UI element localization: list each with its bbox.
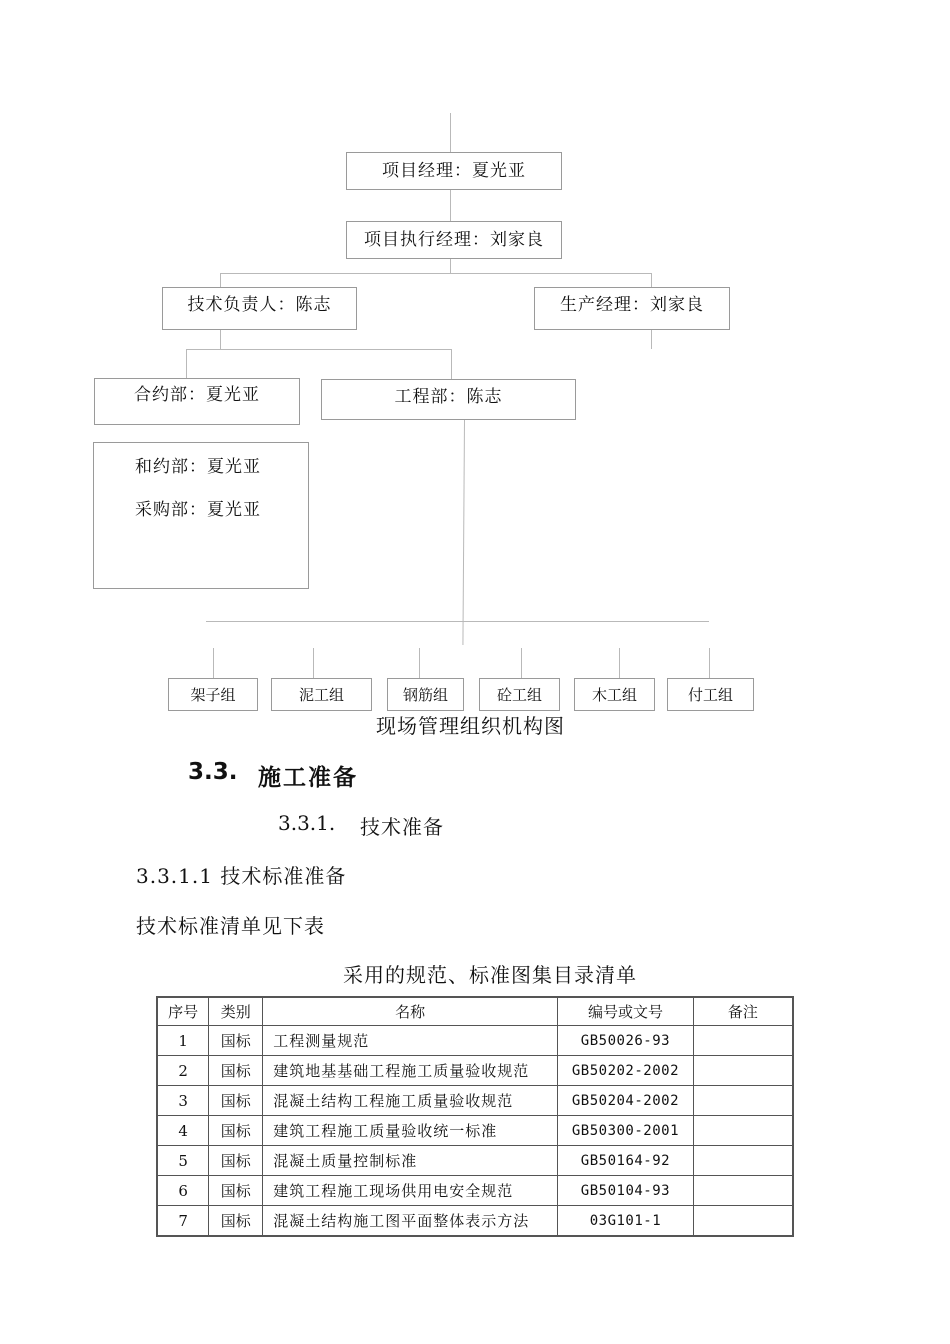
production-manager-label: 生产经理：刘家良	[560, 295, 704, 315]
connector-prod-below	[651, 329, 652, 349]
connector-team-6	[709, 648, 710, 678]
sub-dept-2-label: 采购部：夏光亚	[135, 500, 261, 520]
connector-top	[450, 113, 451, 153]
contract-dept-box	[94, 378, 300, 425]
project-manager-label: 项目经理：夏光亚	[382, 161, 526, 181]
production-manager-box	[534, 287, 730, 330]
cell-index: 4	[157, 1116, 209, 1146]
engineering-dept-label: 工程部：陈志	[394, 387, 503, 407]
cell-remark	[693, 1146, 793, 1176]
team-label: 付工组	[687, 686, 733, 704]
tech-lead-label: 技术负责人：陈志	[187, 295, 332, 315]
table-row	[157, 1116, 793, 1146]
subsubsection-heading: 3.3.1.1 技术标准准备	[136, 864, 347, 888]
cell-name: 建筑地基基础工程施工质量验收规范	[263, 1056, 558, 1086]
table-row	[157, 1056, 793, 1086]
cell-code: GB50300-2001	[558, 1116, 694, 1146]
sub-dept-1-label: 和约部：夏光亚	[135, 457, 261, 477]
team-box-3	[387, 678, 464, 711]
table-title: 采用的规范、标准图集目录清单	[343, 963, 637, 987]
connector-eng-drop	[451, 349, 452, 379]
cell-category: 国标	[209, 1026, 263, 1056]
tech-lead-box	[162, 287, 357, 330]
team-label: 钢筋组	[402, 686, 448, 704]
cell-code: GB50026-93	[558, 1026, 694, 1056]
cell-remark	[693, 1116, 793, 1146]
team-box-5	[574, 678, 655, 711]
table-row	[157, 1146, 793, 1176]
section-number: 3.3.	[188, 759, 238, 785]
cell-name: 混凝土结构工程施工质量验收规范	[263, 1086, 558, 1116]
header-name: 名称	[263, 997, 558, 1026]
table-row	[157, 1176, 793, 1206]
cell-category: 国标	[209, 1176, 263, 1206]
cell-index: 3	[157, 1086, 209, 1116]
cell-category: 国标	[209, 1206, 263, 1237]
executive-manager-box	[346, 221, 562, 259]
header-code: 编号或文号	[558, 997, 694, 1026]
standards-table	[156, 996, 794, 1237]
cell-remark	[693, 1026, 793, 1056]
cell-name: 建筑工程施工质量验收统一标准	[263, 1116, 558, 1146]
cell-remark	[693, 1176, 793, 1206]
subsection-title: 技术准备	[360, 815, 444, 839]
connector-level2-h	[220, 273, 652, 274]
cell-code: GB50164-92	[558, 1146, 694, 1176]
engineering-dept-box	[321, 379, 576, 420]
cell-category: 国标	[209, 1056, 263, 1086]
paragraph-text: 技术标准清单见下表	[136, 914, 325, 938]
cell-name: 建筑工程施工现场供用电安全规范	[263, 1176, 558, 1206]
section-title: 施工准备	[258, 765, 358, 791]
cell-name: 混凝土结构施工图平面整体表示方法	[263, 1206, 558, 1237]
team-box-1	[168, 678, 258, 711]
cell-index: 7	[157, 1206, 209, 1237]
connector-tech-down	[220, 329, 221, 349]
header-remark: 备注	[693, 997, 793, 1026]
connector-level3-h	[186, 349, 452, 350]
cell-name: 工程测量规范	[263, 1026, 558, 1056]
cell-code: GB50104-93	[558, 1176, 694, 1206]
project-manager-box	[346, 152, 562, 190]
team-label: 木工组	[591, 686, 637, 704]
cell-remark	[693, 1206, 793, 1237]
table-row	[157, 1206, 793, 1237]
cell-index: 5	[157, 1146, 209, 1176]
connector-team-2	[313, 648, 314, 678]
connector-team-5	[619, 648, 620, 678]
team-label: 砼工组	[496, 686, 542, 704]
team-label: 泥工组	[298, 686, 344, 704]
cell-remark	[693, 1086, 793, 1116]
cell-code: 03G101-1	[558, 1206, 694, 1237]
cell-code: GB50204-2002	[558, 1086, 694, 1116]
subsection-number: 3.3.1.	[278, 811, 336, 835]
connector-exec-down	[450, 259, 451, 273]
team-box-2	[271, 678, 372, 711]
connector-teams-h	[206, 621, 709, 622]
connector-tech-drop	[220, 273, 221, 287]
cell-category: 国标	[209, 1116, 263, 1146]
header-index: 序号	[157, 997, 209, 1026]
cell-index: 1	[157, 1026, 209, 1056]
sub-depts-box	[93, 442, 309, 589]
contract-dept-label: 合约部：夏光亚	[134, 385, 260, 405]
cell-category: 国标	[209, 1086, 263, 1116]
team-box-4	[479, 678, 560, 711]
table-row	[157, 1026, 793, 1056]
header-category: 类别	[209, 997, 263, 1026]
team-box-6	[667, 678, 754, 711]
cell-remark	[693, 1056, 793, 1086]
connector-prod-drop	[651, 273, 652, 287]
cell-name: 混凝土质量控制标准	[263, 1146, 558, 1176]
table-header-row	[157, 997, 793, 1026]
table-row	[157, 1086, 793, 1116]
connector-team-3	[419, 648, 420, 678]
connector-contract-drop	[186, 349, 187, 378]
cell-code: GB50202-2002	[558, 1056, 694, 1086]
connector-team-4	[521, 648, 522, 678]
cell-index: 2	[157, 1056, 209, 1086]
connector-team-1	[213, 648, 214, 678]
connector-eng-down	[462, 420, 465, 645]
executive-manager-label: 项目执行经理：刘家良	[364, 230, 544, 250]
connector-pm-exec	[450, 190, 451, 222]
cell-index: 6	[157, 1176, 209, 1206]
team-label: 架子组	[190, 686, 236, 704]
cell-category: 国标	[209, 1146, 263, 1176]
org-chart-caption: 现场管理组织机构图	[376, 714, 565, 738]
